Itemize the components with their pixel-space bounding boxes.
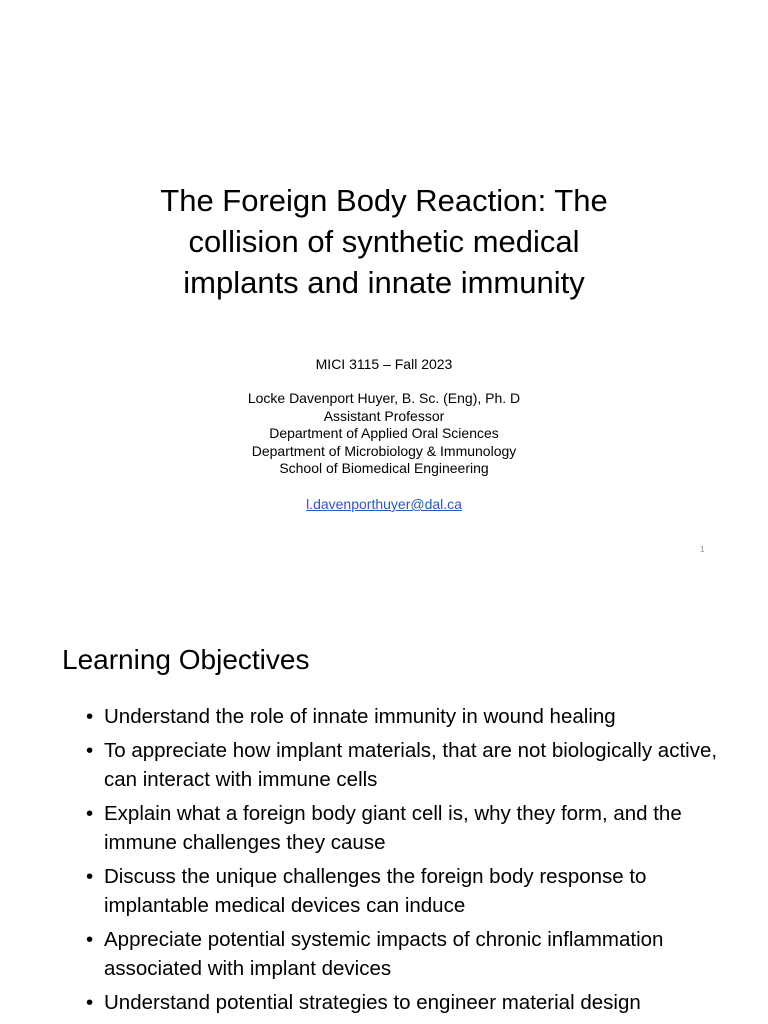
list-item xyxy=(86,799,726,858)
objective-text: Discuss the unique challenges the foreign body response to implantable medical devices can induce xyxy=(104,864,647,917)
email-link[interactable]: l.davenporthuyer@dal.ca xyxy=(306,496,462,512)
list-item xyxy=(86,736,726,795)
list-item xyxy=(86,925,726,984)
objective-text: Appreciate potential systemic impacts of chronic inflammation associated with implant devices xyxy=(104,927,664,980)
bullet-icon: • xyxy=(86,705,94,728)
author-school: School of Biomedical Engineering xyxy=(279,460,489,476)
author-name: Locke Davenport Huyer, B. Sc. (Eng), Ph. D xyxy=(247,390,521,406)
bullet-icon: • xyxy=(86,864,94,888)
objectives-slide xyxy=(0,580,768,1024)
course-code: MICI 3115 – Fall 2023 xyxy=(315,356,453,372)
author-info xyxy=(0,390,768,478)
list-item xyxy=(86,702,726,732)
list-item xyxy=(86,988,726,1018)
slide-title xyxy=(0,180,768,303)
page-number: 1 xyxy=(700,545,705,554)
bullet-icon: • xyxy=(86,990,94,1014)
bullet-icon: • xyxy=(86,927,94,951)
objective-text: Understand the role of innate immunity in wound healing xyxy=(104,705,616,728)
author-position: Assistant Professor xyxy=(323,407,445,424)
objectives-list xyxy=(86,702,726,1021)
objective-text: Explain what a foreign body giant cell is, why they form, and the immune challenges they cause xyxy=(104,801,682,854)
title-line: The Foreign Body Reaction: The xyxy=(160,183,608,218)
title-line: implants and innate immunity xyxy=(183,265,585,300)
bullet-icon: • xyxy=(86,738,94,762)
title-line: collision of synthetic medical xyxy=(188,224,580,259)
slide-heading: Learning Objectives xyxy=(62,644,310,675)
author-department: Department of Microbiology & Immunology xyxy=(251,442,517,459)
objective-text: To appreciate how implant materials, that are not biologically active, can interact with immune cells xyxy=(104,738,718,791)
bullet-icon: • xyxy=(86,801,94,825)
objective-text: Understand potential strategies to engineer material design xyxy=(104,990,641,1014)
list-item xyxy=(86,862,726,921)
email-container xyxy=(0,495,768,513)
author-department: Department of Applied Oral Sciences xyxy=(269,425,499,441)
